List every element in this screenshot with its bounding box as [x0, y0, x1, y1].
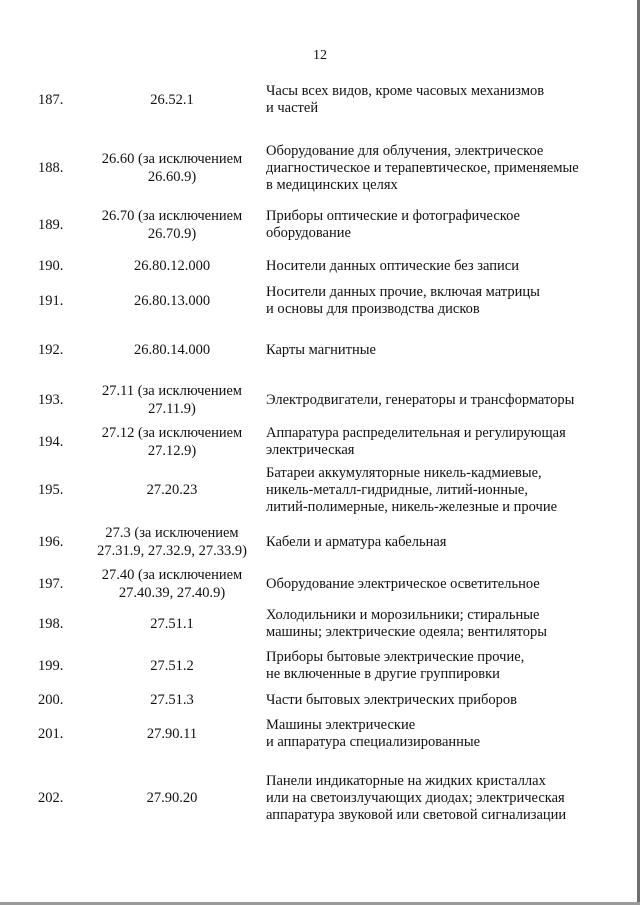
- item-name: [266, 606, 606, 642]
- item-name: [266, 207, 606, 243]
- row-number: 199.: [38, 657, 64, 674]
- code-line: 26.52.1: [150, 92, 194, 108]
- row-number: 194.: [38, 433, 64, 450]
- table-row: [0, 424, 640, 460]
- code-line: 27.20.23: [146, 482, 198, 498]
- name-line: машины; электрические одеяла; вентиляторы: [266, 624, 547, 640]
- code-line: 26.70.9): [147, 226, 197, 242]
- name-line: Холодильники и морозильники; стиральные: [266, 607, 540, 623]
- code-line: 27.3 (за исключением: [105, 525, 239, 541]
- name-line: диагностическое и терапевтическое, применяемые: [266, 159, 579, 176]
- okpd-code: [88, 690, 256, 710]
- table-row: [0, 257, 640, 275]
- name-line: Носители данных оптические без записи: [266, 257, 519, 274]
- code-line: 26.60 (за исключением: [101, 151, 243, 167]
- table-row: [0, 382, 640, 418]
- okpd-code: [88, 648, 256, 684]
- name-line: Носители данных прочие, включая матрицы: [266, 284, 540, 300]
- row-number: 200.: [38, 691, 64, 708]
- okpd-code: [88, 464, 256, 516]
- name-line: электрическая: [266, 442, 355, 458]
- row-number: 195.: [38, 481, 64, 498]
- name-line: и аппаратура специализированные: [266, 734, 481, 750]
- okpd-code: [88, 207, 256, 243]
- row-number: 197.: [38, 575, 64, 592]
- table-row: [0, 524, 640, 560]
- name-line: никель-металл-гидридные, литий-ионные,: [266, 481, 528, 498]
- table-row: [0, 772, 640, 824]
- item-name: [266, 524, 606, 560]
- row-number: 192.: [38, 341, 64, 358]
- name-line: Машины электрические: [266, 717, 416, 733]
- row-number: 188.: [38, 159, 64, 176]
- name-line: Карты магнитные: [266, 341, 376, 358]
- table-row: [0, 716, 640, 752]
- okpd-code: [88, 340, 256, 360]
- okpd-code: [88, 524, 256, 560]
- table-row: [0, 648, 640, 684]
- row-number: 193.: [38, 391, 64, 408]
- item-name: [266, 142, 606, 194]
- item-name: [266, 382, 606, 418]
- name-line: аппаратура звуковой или световой сигнализации: [266, 806, 567, 823]
- name-line: и основы для производства дисков: [266, 301, 480, 317]
- okpd-code: [88, 566, 256, 602]
- name-line: Панели индикаторные на жидких кристаллах: [266, 772, 546, 789]
- okpd-code: [88, 257, 256, 275]
- name-line: Аппаратура распределительная и регулирующая: [266, 425, 566, 441]
- name-line: оборудование: [266, 225, 351, 241]
- item-name: [266, 283, 606, 319]
- name-line: Части бытовых электрических приборов: [266, 691, 517, 708]
- name-line: Приборы оптические и фотографическое: [266, 208, 520, 224]
- item-name: [266, 424, 606, 460]
- item-name: [266, 340, 606, 360]
- item-name: [266, 716, 606, 752]
- name-line: Оборудование для облучения, электрическое: [266, 142, 544, 159]
- code-line: 27.40 (за исключением: [101, 567, 243, 583]
- row-number: 198.: [38, 615, 64, 632]
- code-line: 26.60.9): [147, 169, 197, 185]
- name-line: не включенные в другие группировки: [266, 666, 500, 682]
- code-line: 27.51.3: [150, 692, 194, 708]
- code-line: 27.11 (за исключением: [102, 383, 242, 399]
- row-number: 201.: [38, 725, 64, 742]
- code-line: 27.11.9): [148, 401, 196, 417]
- table-row: [0, 340, 640, 360]
- okpd-code: [88, 424, 256, 460]
- row-number: 187.: [38, 91, 64, 108]
- name-line: Электродвигатели, генераторы и трансформаторы: [266, 391, 575, 408]
- row-number: 196.: [38, 533, 64, 550]
- table-row: [0, 690, 640, 710]
- name-line: литий-полимерные, никель-железные и прочие: [266, 498, 558, 515]
- code-line: 26.80.12.000: [133, 258, 211, 274]
- row-number: 202.: [38, 789, 64, 806]
- item-name: [266, 566, 606, 602]
- row-number: 191.: [38, 292, 64, 309]
- name-line: в медицинских целях: [266, 176, 398, 193]
- name-line: Кабели и арматура кабельная: [266, 533, 447, 550]
- name-line: и частей: [266, 100, 319, 116]
- table-row: [0, 207, 640, 243]
- item-name: [266, 464, 606, 516]
- okpd-code: [88, 142, 256, 194]
- table-row: [0, 464, 640, 516]
- table-row: [0, 283, 640, 319]
- item-name: [266, 83, 606, 117]
- item-name: [266, 772, 606, 824]
- row-number: 189.: [38, 216, 64, 233]
- name-line: Приборы бытовые электрические прочие,: [266, 649, 525, 665]
- table-row: [0, 142, 640, 194]
- page-number: 12: [313, 48, 327, 63]
- okpd-code: [88, 83, 256, 117]
- name-line: Оборудование электрическое осветительное: [266, 575, 540, 592]
- code-line: 27.12.9): [147, 443, 197, 459]
- item-name: [266, 648, 606, 684]
- code-line: 27.31.9, 27.32.9, 27.33.9): [97, 543, 247, 559]
- name-line: Часы всех видов, кроме часовых механизмов: [266, 83, 545, 99]
- okpd-code: [88, 382, 256, 418]
- table-row: [0, 566, 640, 602]
- code-line: 27.90.20: [146, 790, 198, 806]
- code-line: 27.51.2: [150, 658, 194, 674]
- code-line: 27.90.11: [146, 726, 198, 742]
- item-name: [266, 690, 606, 710]
- row-number: 190.: [38, 257, 64, 274]
- table-row: [0, 606, 640, 642]
- code-line: 27.51.1: [150, 616, 194, 632]
- code-line: 26.80.13.000: [133, 293, 211, 309]
- item-name: [266, 257, 606, 275]
- okpd-code: [88, 606, 256, 642]
- okpd-code: [88, 772, 256, 824]
- name-line: или на светоизлучающих диодах; электрическая: [266, 789, 565, 806]
- name-line: Батареи аккумуляторные никель-кадмиевые,: [266, 464, 542, 481]
- okpd-code: [88, 716, 256, 752]
- okpd-code: [88, 283, 256, 319]
- table-row: [0, 83, 640, 117]
- code-line: 27.40.39, 27.40.9): [118, 585, 226, 601]
- code-line: 26.80.14.000: [133, 342, 211, 358]
- code-line: 27.12 (за исключением: [101, 425, 243, 441]
- code-line: 26.70 (за исключением: [101, 208, 243, 224]
